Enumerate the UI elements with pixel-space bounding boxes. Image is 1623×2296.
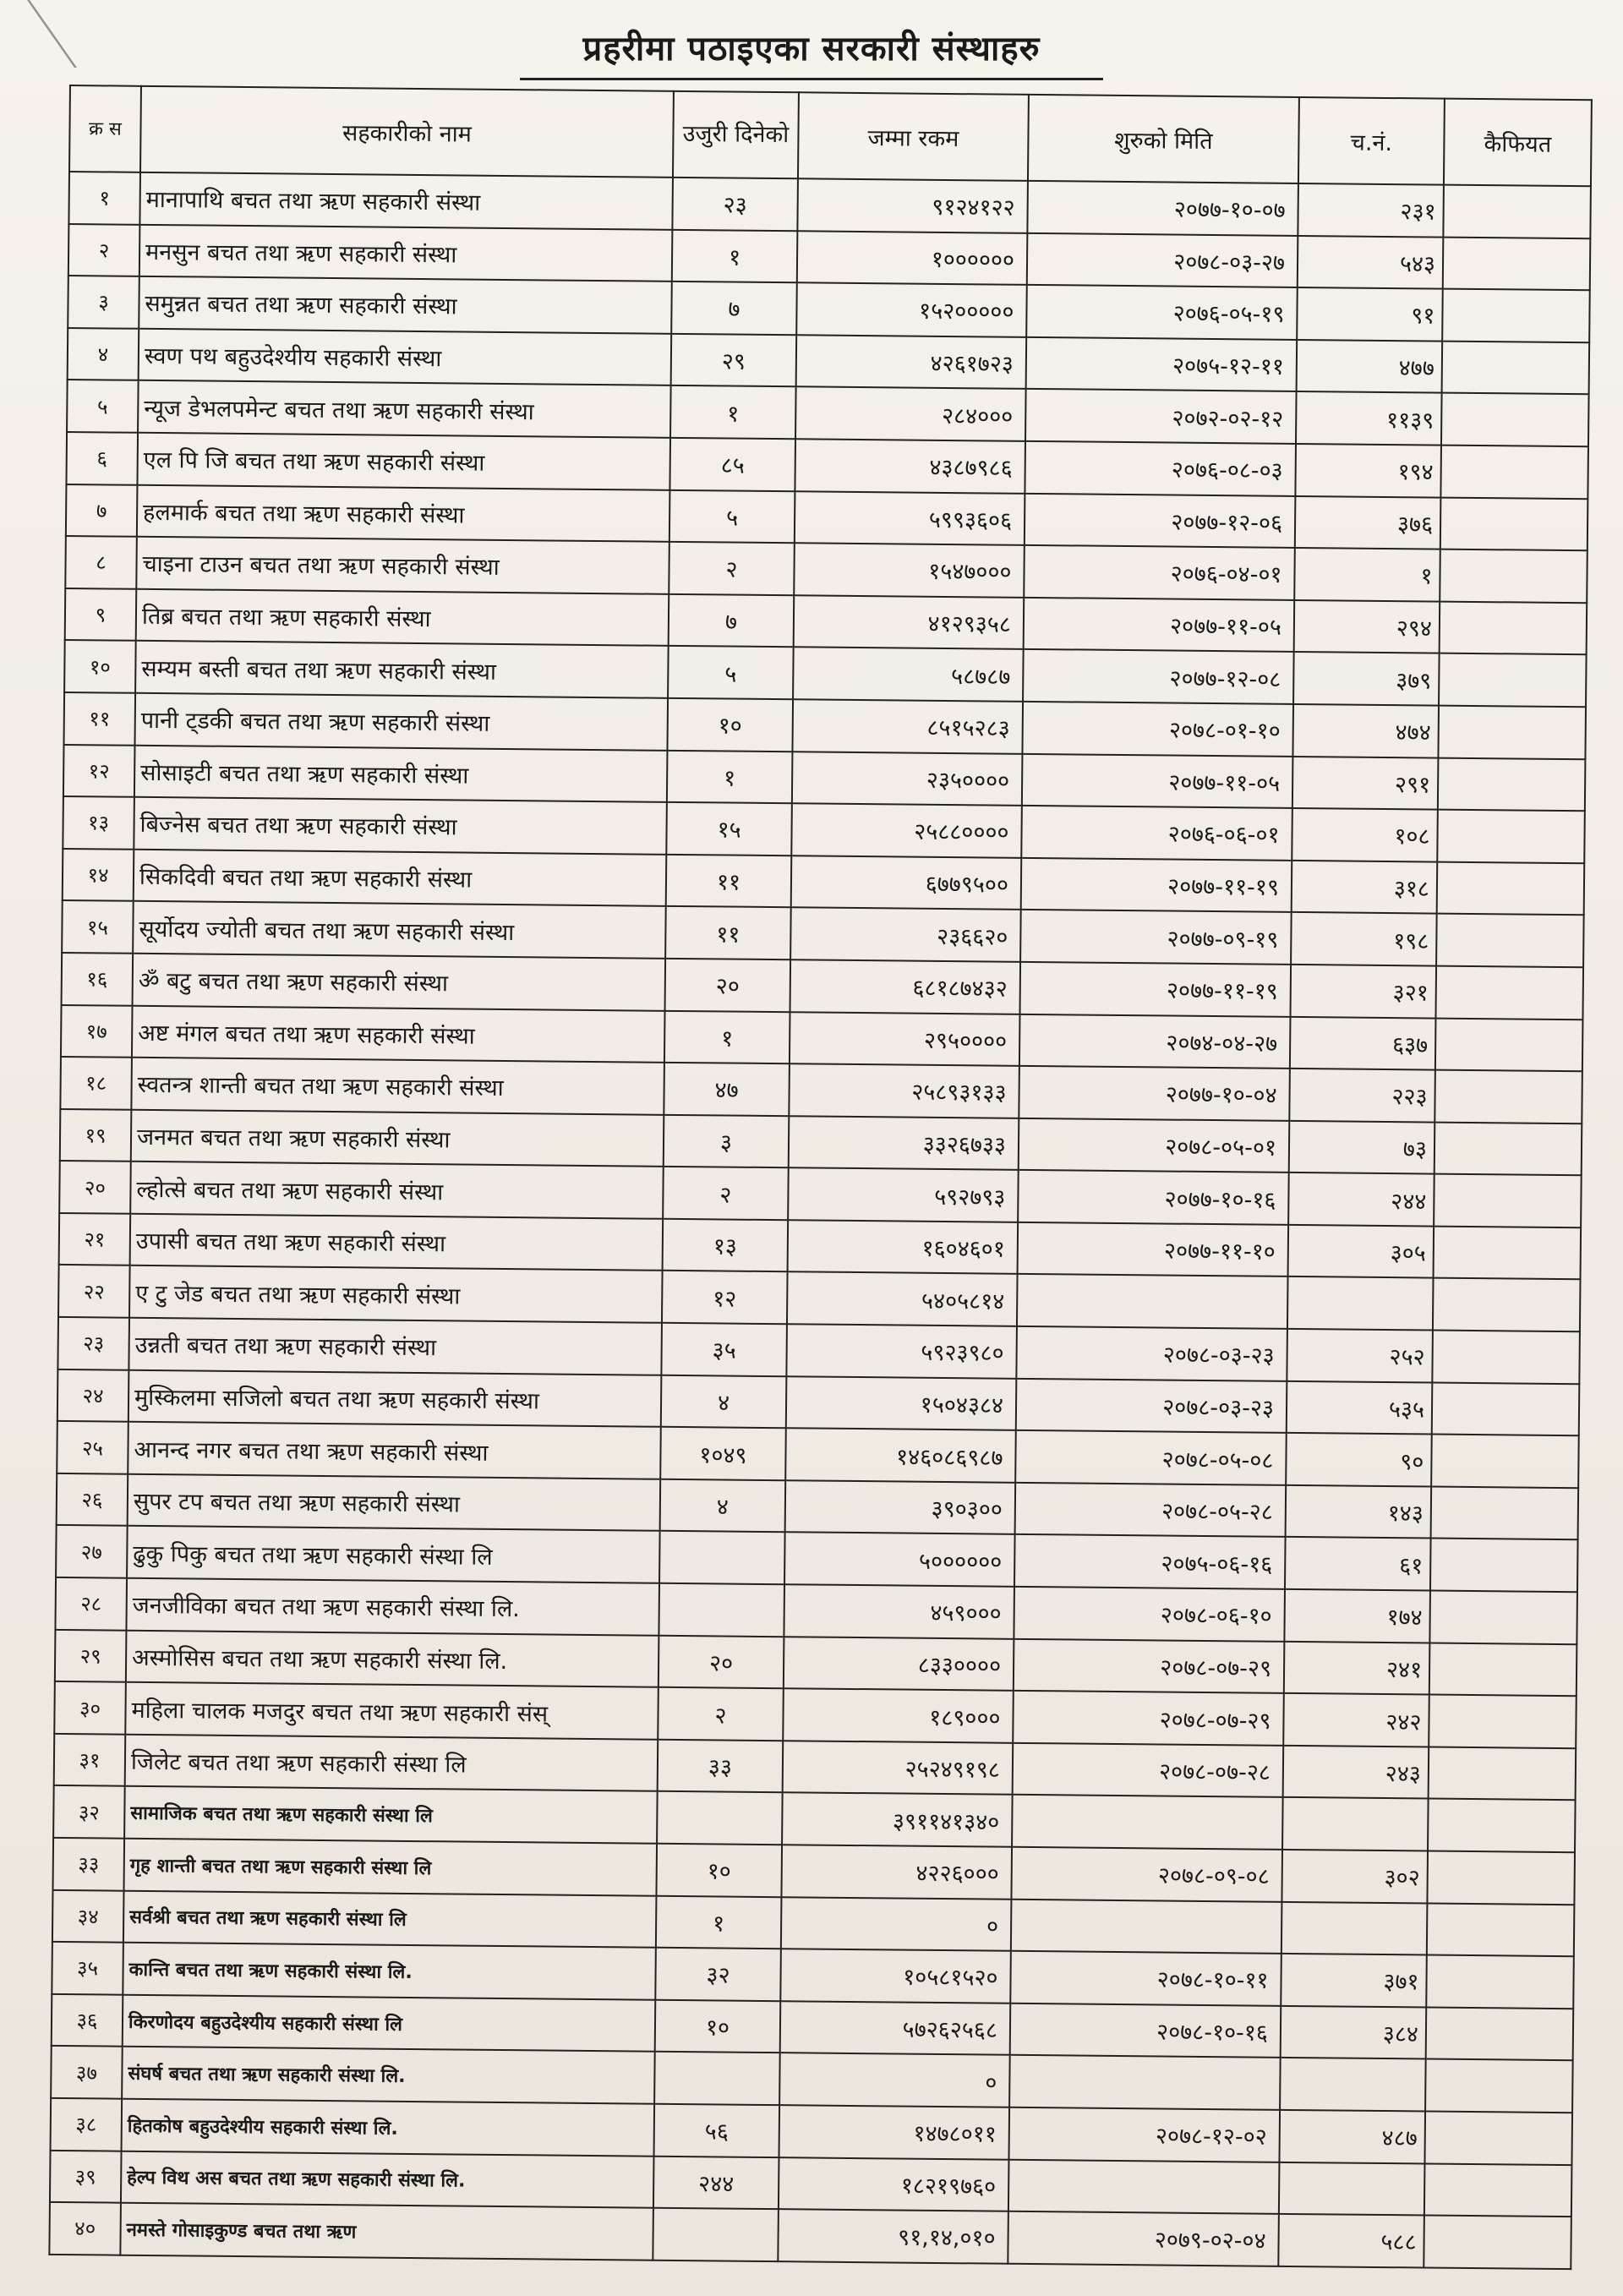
row-name: सिकदिवी बचत तथा ऋण सहकारी संस्था [134, 849, 667, 906]
row-sn: २१ [59, 1213, 131, 1266]
row-sn: ३६ [52, 1994, 123, 2047]
row-remarks [1440, 497, 1588, 550]
row-chn: १७४ [1284, 1589, 1430, 1643]
row-remarks [1434, 1226, 1582, 1279]
row-complainants: ११ [666, 855, 792, 908]
row-amount: ६८१८७४३२ [790, 959, 1021, 1014]
row-date: २०७७-१०-०४ [1019, 1066, 1290, 1121]
row-chn: २५२ [1287, 1329, 1433, 1382]
title-underline [520, 78, 1103, 80]
row-name: बिज्नेस बचत तथा ऋण सहकारी संस्था [134, 797, 667, 855]
row-chn [1282, 1797, 1429, 1850]
row-name: अस्मोसिस बचत तथा ऋण सहकारी संस्था लि. [126, 1630, 659, 1687]
row-sn: २२ [58, 1265, 130, 1317]
row-complainants [653, 2208, 779, 2261]
row-name: एल पि जि बचत तथा ऋण सहकारी संस्था [137, 433, 670, 490]
row-amount: ५९२७९३ [788, 1168, 1019, 1222]
row-name: संघर्ष बचत तथा ऋण सहकारी संस्था लि. [122, 2047, 655, 2104]
row-complainants [657, 1791, 783, 1845]
row-chn: २२३ [1289, 1069, 1435, 1122]
row-name: महिला चालक मजदुर बचत तथा ऋण सहकारी संस् [125, 1682, 658, 1740]
row-remarks [1429, 1591, 1577, 1644]
row-remarks [1438, 757, 1586, 811]
row-sn: २० [59, 1161, 131, 1213]
row-name: सोसाइटी बचत तथा ऋण सहकारी संस्था [134, 745, 668, 802]
row-remarks [1424, 2216, 1571, 2269]
row-complainants: २९ [671, 334, 797, 387]
row-amount: ५९९३६०६ [795, 491, 1025, 545]
row-remarks [1427, 1851, 1575, 1905]
row-date: २०७८-०६-१० [1014, 1587, 1285, 1642]
row-complainants: ३३ [658, 1740, 784, 1793]
row-complainants: १० [667, 698, 793, 752]
row-date: २०७८-०३-२३ [1016, 1378, 1287, 1433]
row-sn: ३७ [51, 2046, 123, 2098]
row-amount: १८९००० [783, 1688, 1014, 1742]
row-chn [1281, 1901, 1428, 1954]
row-remarks [1440, 549, 1587, 603]
row-complainants: ११ [665, 906, 791, 959]
header-remarks: कैफियत [1444, 99, 1592, 187]
page-title: प्रहरीमा पठाइएका सरकारी संस्थाहरु [582, 30, 1041, 68]
row-amount: १८२१९७६० [779, 2157, 1009, 2211]
row-name: हितकोष बहुउदेश्यीय सहकारी संस्था लि. [122, 2099, 655, 2157]
row-sn: १२ [63, 745, 135, 797]
row-remarks [1429, 1643, 1577, 1696]
row-chn: १४३ [1286, 1485, 1432, 1539]
row-chn: ६३७ [1290, 1016, 1436, 1069]
row-amount: ५०००००० [784, 1533, 1015, 1587]
row-amount: ६७७९५०० [791, 856, 1022, 910]
row-date: २०७६-०६-०१ [1021, 806, 1292, 861]
row-chn [1279, 2162, 1425, 2215]
row-amount: २३५०००० [792, 752, 1023, 806]
row-remarks [1443, 237, 1591, 290]
row-remarks [1435, 1018, 1583, 1071]
row-chn: ३७१ [1281, 1954, 1427, 2007]
row-complainants: ८५ [669, 438, 795, 491]
row-sn: २३ [57, 1317, 129, 1369]
row-chn: ७३ [1289, 1121, 1435, 1174]
row-sn: ३२ [53, 1785, 125, 1838]
cooperatives-table [48, 85, 1593, 2270]
row-name: सर्वश्री बचत तथा ऋण सहकारी संस्था लि [123, 1890, 657, 1948]
row-complainants: १ [670, 385, 796, 439]
header-date: शुरुको मिति [1028, 95, 1299, 183]
row-amount: ८५१५२८३ [792, 699, 1023, 753]
row-complainants: ४७ [664, 1063, 790, 1116]
row-chn: २४४ [1288, 1173, 1434, 1226]
row-remarks [1443, 185, 1591, 238]
row-date: २०७७-११-१९ [1019, 962, 1291, 1017]
row-remarks [1440, 446, 1588, 499]
row-date [1008, 2159, 1280, 2214]
row-date: २०७७-११-१० [1018, 1222, 1289, 1277]
row-name: सामाजिक बचत तथा ऋण सहकारी संस्था लि [124, 1786, 658, 1844]
row-sn: २९ [55, 1630, 127, 1682]
row-chn: ९० [1286, 1433, 1432, 1486]
row-complainants: ४ [660, 1479, 786, 1533]
row-date: २०७७-११-०५ [1022, 753, 1293, 808]
row-remarks [1438, 706, 1586, 759]
row-amount: २९५०००० [790, 1012, 1020, 1066]
row-complainants: ४ [661, 1375, 787, 1428]
row-name: चाइना टाउन बचत तथा ऋण सहकारी संस्था [136, 537, 669, 594]
row-chn: ३१८ [1292, 861, 1438, 914]
row-name: सम्यम बस्ती बचत तथा ऋण सहकारी संस्था [135, 641, 669, 698]
row-remarks [1439, 653, 1587, 707]
row-sn: १८ [60, 1057, 132, 1109]
row-date [1012, 1795, 1283, 1850]
row-chn: १९४ [1295, 444, 1441, 497]
table-header-row [69, 85, 1592, 186]
row-remarks [1426, 2007, 1574, 2060]
row-amount: ९१,१४,०१० [778, 2209, 1008, 2263]
row-name: ॐ बटु बचत तथा ऋण सहकारी संस्था [133, 954, 666, 1011]
row-complainants: ७ [669, 594, 795, 648]
row-remarks [1440, 601, 1587, 654]
row-chn: १९८ [1291, 912, 1437, 965]
row-name: सुपर टप बचत तथा ऋण सहकारी संस्था [128, 1474, 661, 1532]
row-chn: ६१ [1285, 1537, 1431, 1590]
row-sn: १ [68, 172, 140, 224]
row-amount: ५४०५८१४ [787, 1272, 1018, 1326]
paper-fold-mark [27, 0, 136, 68]
row-date: २०७८-१०-११ [1010, 1951, 1281, 2006]
row-amount: ४१२९३५८ [794, 595, 1025, 649]
row-sn: ११ [64, 692, 136, 745]
row-date [1017, 1274, 1288, 1329]
row-sn: २५ [57, 1421, 128, 1473]
row-complainants: ५ [668, 646, 794, 699]
row-amount: ३३२६७३३ [789, 1116, 1019, 1170]
row-name: ल्होत्से बचत तथा ऋण सहकारी संस्था [130, 1162, 664, 1219]
row-name: मानापाथि बचत तथा ऋण सहकारी संस्था [139, 172, 673, 230]
row-complainants: २३ [672, 178, 798, 231]
row-name: हेल्प विथ अस बचत तथा ऋण सहकारी संस्था लि. [121, 2151, 654, 2208]
row-remarks [1441, 393, 1589, 446]
row-name: जनमत बचत तथा ऋण सहकारी संस्था [131, 1109, 664, 1167]
row-name: स्वतन्त्र शान्ती बचत तथा ऋण सहकारी संस्था [131, 1058, 664, 1115]
row-name: हलमार्क बचत तथा ऋण सहकारी संस्था [137, 484, 670, 542]
row-chn: ३७९ [1293, 652, 1440, 705]
row-name: जनजीविका बचत तथा ऋण सहकारी संस्था लि. [126, 1578, 659, 1636]
row-sn: ३४ [52, 1890, 124, 1943]
row-complainants: २० [665, 959, 791, 1012]
row-name: ए टु जेड बचत तथा ऋण सहकारी संस्था [129, 1266, 663, 1323]
row-date: २०७७-११-०५ [1024, 598, 1295, 653]
row-chn: १ [1294, 548, 1440, 601]
row-complainants: १३ [663, 1219, 789, 1272]
row-amount: १५०४३८४ [786, 1376, 1017, 1430]
row-chn: ४७४ [1292, 704, 1439, 757]
row-date: २०७६-०४-०१ [1024, 545, 1295, 600]
row-name: न्यूज डेभलपमेन्ट बचत तथा ऋण सहकारी संस्था [138, 380, 671, 438]
row-amount: ८३३०००० [784, 1637, 1014, 1691]
row-complainants: १०४९ [660, 1427, 786, 1480]
row-chn: २४२ [1283, 1693, 1429, 1747]
row-remarks [1434, 1122, 1582, 1175]
row-remarks [1434, 1070, 1582, 1123]
row-sn: ९ [65, 588, 137, 641]
row-complainants: १० [655, 2000, 781, 2053]
row-remarks [1442, 289, 1590, 342]
row-amount: १५२००००० [796, 282, 1027, 336]
row-sn: २६ [57, 1473, 128, 1526]
row-sn: ४ [68, 328, 139, 380]
row-chn: ३२१ [1290, 965, 1436, 1018]
row-sn: ५ [67, 380, 139, 432]
row-amount: १४७८०११ [779, 2105, 1010, 2159]
row-amount: २५८९३१३३ [789, 1063, 1019, 1118]
row-remarks [1424, 2111, 1572, 2164]
row-complainants: २ [669, 542, 795, 595]
row-date: २०७८-१०-१६ [1010, 2004, 1281, 2058]
row-amount: ५८७८७ [793, 648, 1024, 702]
row-amount: ४३८७९८६ [795, 439, 1025, 493]
row-date: २०७२-०२-१२ [1025, 389, 1297, 444]
row-name: अष्ट मंगल बचत तथा ऋण सहकारी संस्था [132, 1005, 665, 1063]
row-name: कान्ति बचत तथा ऋण सहकारी संस्था लि. [123, 1943, 656, 2000]
row-date: २०७७-१०-१६ [1018, 1170, 1289, 1225]
row-name: जिलेट बचत तथा ऋण सहकारी संस्था लि [125, 1735, 658, 1792]
row-amount: ३९०३०० [785, 1480, 1016, 1534]
row-chn: ३७६ [1295, 496, 1441, 549]
row-complainants: ३५ [661, 1323, 787, 1376]
row-name: ढुकु पिकु बचत तथा ऋण सहकारी संस्था लि [127, 1526, 660, 1583]
row-remarks [1437, 861, 1585, 915]
row-chn: ३०५ [1288, 1225, 1434, 1278]
row-sn: १० [64, 640, 136, 692]
row-date: २०७८-०९-०८ [1011, 1847, 1282, 1902]
row-chn: २४३ [1283, 1746, 1429, 1799]
row-sn: २७ [56, 1525, 128, 1577]
row-amount: ५९२३९८० [786, 1324, 1017, 1378]
row-sn: ६ [66, 432, 138, 484]
row-date: २०७७-०९-१९ [1020, 910, 1292, 965]
row-sn: २ [68, 224, 140, 276]
row-complainants: ७ [671, 282, 797, 335]
row-date: २०७५-०६-१६ [1014, 1534, 1286, 1589]
row-name: पानी ट्डकी बचत तथा ऋण सहकारी संस्था [135, 693, 669, 751]
row-date: २०७७-१०-०७ [1027, 181, 1298, 236]
row-complainants [658, 1583, 784, 1637]
row-amount: ० [781, 1897, 1012, 1951]
table-body [49, 172, 1591, 2269]
row-sn: १७ [61, 1004, 133, 1057]
row-date: २०७८-०५-२८ [1015, 1483, 1287, 1538]
row-date: २०७७-१२-०६ [1025, 493, 1296, 548]
row-amount: ० [779, 2053, 1010, 2107]
row-remarks [1442, 341, 1590, 394]
row-sn: १४ [63, 849, 134, 901]
row-complainants: २४४ [653, 2156, 779, 2209]
row-sn: २४ [57, 1369, 129, 1422]
row-amount: १०००००० [797, 231, 1028, 285]
row-chn: ३८४ [1281, 2006, 1427, 2059]
header-name: सहकारीको नाम [140, 86, 674, 178]
row-date: २०७८-०३-२७ [1027, 232, 1298, 287]
row-chn: २९१ [1292, 756, 1439, 809]
row-remarks [1431, 1486, 1579, 1539]
row-remarks [1430, 1539, 1578, 1592]
row-remarks [1425, 2059, 1573, 2113]
row-name: स्वण पथ बहुउदेश्यीय सहकारी संस्था [139, 329, 672, 386]
row-complainants: ५६ [654, 2104, 780, 2157]
row-remarks [1424, 2163, 1572, 2217]
row-sn: १५ [62, 900, 134, 953]
row-remarks [1436, 914, 1584, 967]
row-name: किरणोदय बहुउदेश्यीय सहकारी संस्था लि [123, 1994, 656, 2052]
row-date: २०७८-०५-०१ [1019, 1118, 1290, 1173]
row-amount: २८४००० [795, 387, 1026, 441]
row-sn: १६ [62, 953, 134, 1005]
row-chn: ४७७ [1297, 340, 1443, 393]
row-complainants: १ [664, 1010, 790, 1063]
header-sn: क्र स [69, 85, 141, 172]
row-complainants: १२ [662, 1271, 788, 1324]
row-remarks [1428, 1799, 1576, 1852]
row-date [1011, 1899, 1282, 1954]
row-sn: ३९ [50, 2150, 122, 2202]
row-date: २०७८-०५-०८ [1015, 1430, 1287, 1485]
row-sn: ३३ [53, 1838, 125, 1890]
row-remarks [1434, 1174, 1582, 1227]
row-complainants: २० [658, 1635, 784, 1688]
row-chn: ३०२ [1281, 1850, 1428, 1903]
row-amount: ४२६१७२३ [796, 335, 1027, 389]
row-chn [1280, 2058, 1426, 2111]
row-date [1009, 2055, 1281, 2110]
row-date: २०७७-१२-०८ [1023, 649, 1294, 704]
row-remarks [1429, 1695, 1577, 1748]
row-chn: ९१ [1297, 287, 1443, 341]
row-complainants [659, 1531, 785, 1584]
row-remarks [1432, 1382, 1580, 1435]
row-date: २०७७-११-१९ [1021, 858, 1292, 913]
row-chn: ५८८ [1278, 2214, 1424, 2267]
row-remarks [1433, 1278, 1581, 1331]
row-complainants: १ [667, 750, 793, 803]
row-date: २०७६-०८-०३ [1025, 441, 1296, 496]
row-name: समुन्नत बचत तथा ऋण सहकारी संस्था [139, 276, 672, 334]
row-amount: १४६०८६९८७ [785, 1428, 1016, 1482]
row-chn: २३१ [1298, 183, 1444, 237]
row-date: २०७९-०२-०४ [1008, 2211, 1279, 2266]
row-sn: १३ [63, 796, 134, 849]
row-date: २०७८-०७-२९ [1014, 1638, 1285, 1693]
row-amount: २५८८०००० [791, 803, 1022, 857]
row-name: गृह शान्ती बचत तथा ऋण सहकारी संस्था लि [123, 1839, 657, 1896]
row-complainants: २ [658, 1687, 784, 1741]
row-name: उपासी बचत तथा ऋण सहकारी संस्था [130, 1214, 664, 1271]
row-name: नमस्ते गोसाइकुण्ड बचत तथा ऋण [120, 2203, 653, 2260]
row-complainants: ५ [669, 489, 795, 543]
row-remarks [1429, 1747, 1577, 1800]
row-complainants: २ [663, 1167, 789, 1220]
row-complainants: १५ [666, 802, 792, 856]
header-complainants: उजुरी दिनेको [673, 91, 799, 178]
row-complainants: १ [672, 229, 798, 282]
row-name: तिब्र बचत तथा ऋण सहकारी संस्था [136, 589, 669, 647]
row-complainants: १० [656, 1844, 782, 1897]
header-amount: जम्मा रकम [798, 92, 1029, 181]
row-chn: २९४ [1294, 600, 1440, 653]
row-complainants: ३२ [655, 1948, 781, 2001]
row-remarks [1431, 1435, 1579, 1488]
row-sn: ३ [68, 276, 139, 328]
row-remarks [1432, 1331, 1580, 1384]
row-chn [1287, 1276, 1434, 1330]
row-amount: १०५८१५२० [780, 1949, 1011, 2003]
row-chn: ४८७ [1279, 2110, 1425, 2163]
row-date: २०७८-०७-२८ [1013, 1743, 1284, 1798]
row-amount: ४५९००० [784, 1584, 1014, 1638]
row-complainants: ३ [664, 1114, 790, 1167]
row-chn: ५४३ [1298, 236, 1444, 289]
row-amount: ३९११४१३४० [782, 1793, 1013, 1847]
row-amount: ९१२४१२२ [797, 178, 1028, 232]
row-date: २०७८-१२-०२ [1008, 2107, 1280, 2162]
row-name: उन्नती बचत तथा ऋण सहकारी संस्था [128, 1318, 662, 1375]
row-sn: ४० [49, 2202, 121, 2255]
row-amount: ५७२६२५६८ [780, 2001, 1011, 2055]
row-sn: ३८ [51, 2098, 123, 2151]
row-amount: २५२४९१९८ [783, 1741, 1014, 1795]
row-name: मुस्किलमा सजिलो बचत तथा ऋण सहकारी संस्था [128, 1369, 662, 1427]
row-sn: ८ [65, 536, 137, 588]
row-name: आनन्द नगर बचत तथा ऋण सहकारी संस्था [128, 1422, 661, 1479]
row-chn: ५३५ [1287, 1381, 1433, 1435]
row-remarks [1427, 1903, 1575, 1956]
row-sn: २८ [55, 1577, 127, 1630]
row-complainants [654, 2052, 780, 2105]
row-amount: ४२२६००० [781, 1845, 1012, 1899]
row-date: २०७६-०५-१९ [1026, 285, 1298, 340]
row-sn: ३० [54, 1681, 126, 1734]
row-sn: ३१ [54, 1734, 126, 1786]
row-date: २०७५-१२-११ [1026, 337, 1298, 392]
row-chn: ११३९ [1296, 391, 1442, 445]
row-amount: १६०४६०१ [788, 1220, 1019, 1274]
row-amount: २३६६२० [790, 908, 1021, 962]
row-complainants: १ [656, 1895, 782, 1949]
row-name: मनसुन बचत तथा ऋण सहकारी संस्था [139, 224, 673, 282]
row-sn: ७ [66, 484, 138, 537]
row-amount: १५४७००० [794, 543, 1025, 597]
row-chn: १०८ [1292, 808, 1438, 861]
row-date: २०७८-०७-२९ [1013, 1691, 1284, 1746]
row-chn: २४१ [1284, 1642, 1430, 1695]
row-date: २०७८-०१-१० [1022, 702, 1293, 757]
row-sn: ३५ [52, 1942, 123, 1994]
row-date: २०७४-०४-२७ [1019, 1014, 1291, 1069]
row-name: सूर्योदय ज्योती बचत तथा ऋण सहकारी संस्था [133, 901, 666, 959]
row-date: २०७८-०३-२३ [1016, 1326, 1287, 1381]
row-sn: १९ [60, 1109, 132, 1162]
row-remarks [1426, 1955, 1574, 2009]
row-remarks [1435, 965, 1583, 1019]
row-remarks [1437, 810, 1585, 863]
header-chn: च.नं. [1298, 97, 1445, 185]
